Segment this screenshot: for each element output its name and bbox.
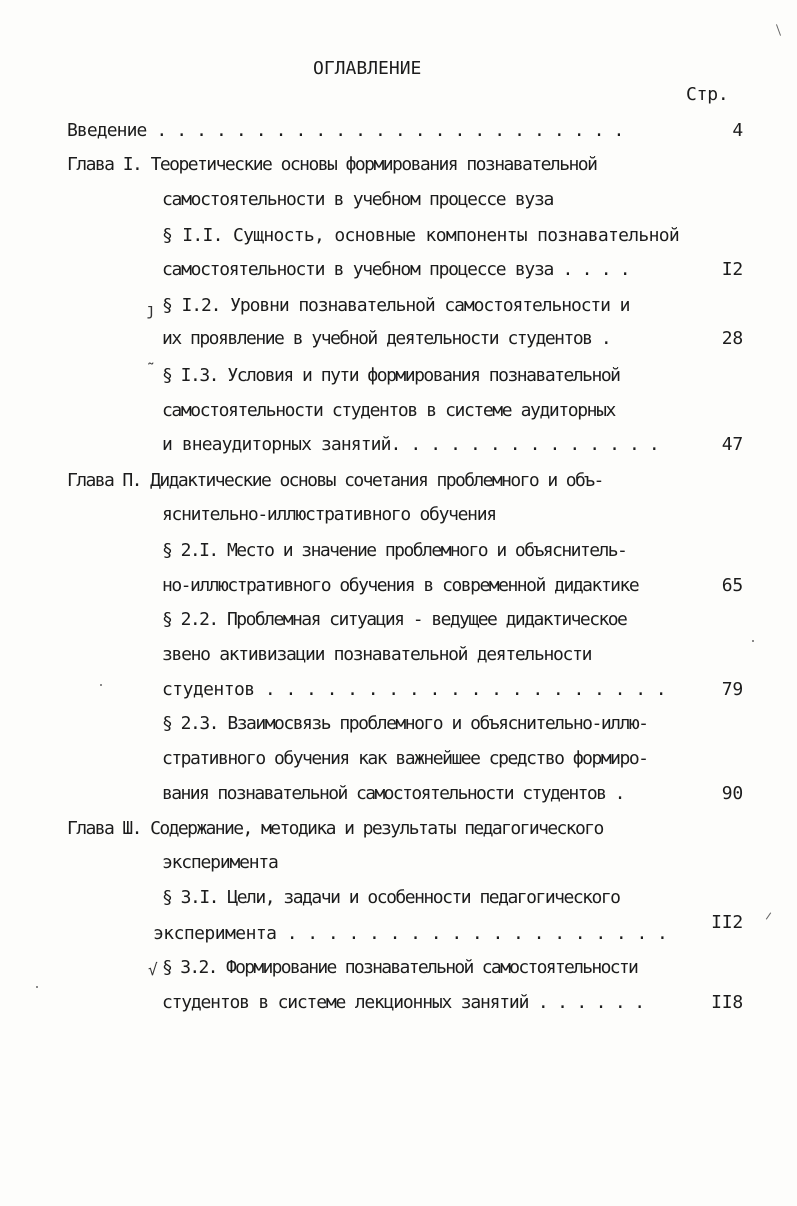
page-column-header: Стр. xyxy=(686,84,729,105)
toc-intro-label: Введение . . . . . . . . . . . . . . . . . . . . . . . . xyxy=(67,120,624,141)
toc-section-2-3-title-cont: стративного обучения как важнейшее средство формиро- xyxy=(162,748,648,769)
scan-speck xyxy=(776,24,781,36)
toc-section-3-1-title: § 3.I. Цели, задачи и особенности педагогического xyxy=(162,887,620,908)
toc-section-3-2-title-cont: студентов в системе лекционных занятий . . . . . . xyxy=(162,992,644,1013)
toc-section-1-1-title: § I.I. Сущность, основные компоненты познавательной xyxy=(162,225,679,246)
toc-section-2-2-title: § 2.2. Проблемная ситуация - ведущее дидактическое xyxy=(162,609,627,630)
toc-section-2-3-title: § 2.3. Взаимосвязь проблемного и объяснительно-иллю- xyxy=(162,713,648,734)
toc-section-1-3-title-cont-2: и внеаудиторных занятий. . . . . . . . . . . . . . xyxy=(162,434,659,455)
toc-chapter-2-title: Глава П. Дидактические основы сочетания проблемного и объ- xyxy=(67,470,603,491)
toc-section-1-2-page: 28 xyxy=(721,328,743,349)
toc-section-2-1-page: 65 xyxy=(721,575,743,596)
toc-section-3-2-title: § 3.2. Формирование познавательной самостоятельности xyxy=(162,957,638,978)
toc-section-2-1-title-cont: но-иллюстративного обучения в современной дидактике xyxy=(162,575,639,596)
toc-section-2-2-title-cont-2: студентов . . . . . . . . . . . . . . . . . . . . xyxy=(162,679,667,700)
toc-chapter-2-title-cont: яснительно-иллюстративного обучения xyxy=(162,504,496,525)
toc-chapter-3-title-cont: эксперимента xyxy=(162,852,278,873)
toc-section-2-2-title-cont: звено активизации познавательной деятельности xyxy=(162,644,592,665)
toc-section-3-1-title-cont: эксперимента . . . . . . . . . . . . . . . . . . . xyxy=(153,923,668,944)
page-title: ОГЛАВЛЕНИЕ xyxy=(313,58,422,79)
toc-section-1-3-title: § I.3. Условия и пути формирования познавательной xyxy=(162,365,620,386)
scan-speck xyxy=(100,684,102,686)
toc-section-3-2-page: II8 xyxy=(711,992,743,1013)
handwritten-check-mark-2: √ xyxy=(148,960,158,979)
toc-section-1-2-title-cont: их проявление в учебной деятельности студентов . xyxy=(162,328,611,349)
handwritten-tick-mark: ˜ xyxy=(146,360,156,379)
toc-section-2-3-title-cont-2: вания познавательной самостоятельности студентов . xyxy=(162,783,624,804)
toc-section-1-2-title: § I.2. Уровни познавательной самостоятельности и xyxy=(162,295,630,316)
toc-section-1-1-page: I2 xyxy=(721,259,743,280)
scan-speck xyxy=(766,912,771,919)
toc-chapter-1-title: Глава I. Теоретические основы формирования познавательной xyxy=(67,154,597,175)
toc-section-1-3-page: 47 xyxy=(721,434,743,455)
toc-section-1-1-title-cont: самостоятельности в учебном процессе вуза . . . . xyxy=(162,259,630,280)
toc-intro-page: 4 xyxy=(732,120,743,141)
toc-chapter-3-title: Глава Ш. Содержание, методика и результаты педагогического xyxy=(67,818,603,839)
toc-section-2-2-page: 79 xyxy=(721,679,743,700)
toc-chapter-1-title-cont: самостоятельности в учебном процессе вуза xyxy=(162,189,554,210)
scan-speck xyxy=(752,640,754,642)
toc-section-2-1-title: § 2.I. Место и значение проблемного и объяснитель- xyxy=(162,540,627,561)
handwritten-check-mark: ȷ xyxy=(146,300,156,319)
scan-speck xyxy=(36,986,38,988)
toc-section-1-3-title-cont: самостоятельности студентов в системе аудиторных xyxy=(162,400,615,421)
toc-section-2-3-page: 90 xyxy=(721,783,743,804)
toc-section-3-1-page: II2 xyxy=(711,912,743,933)
